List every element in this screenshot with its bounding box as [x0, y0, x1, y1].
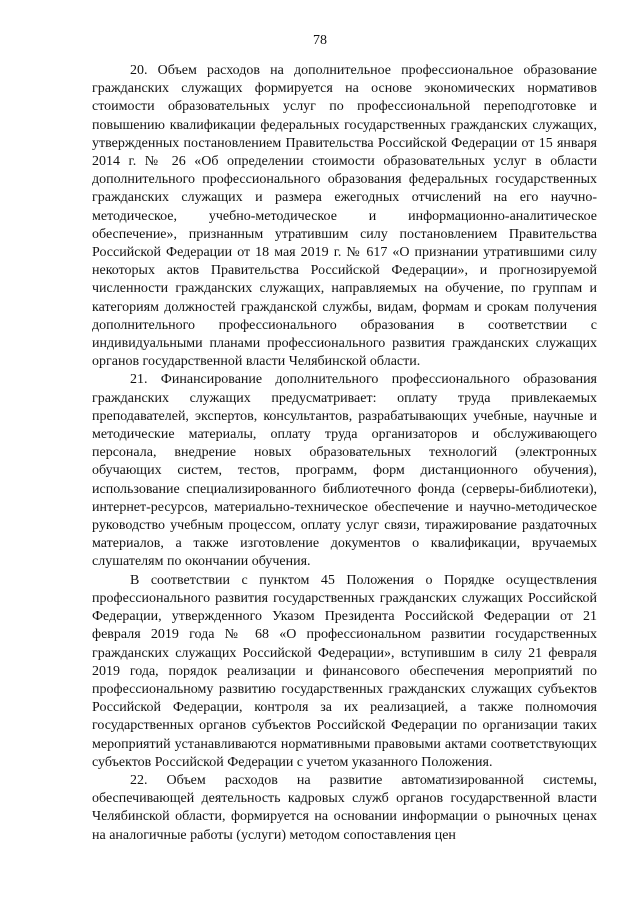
paragraph-22: 22. Объем расходов на развитие автоматизированной системы, обеспечивающей деятельность кадровых служб органов государственной власти Челябинской области, формируется на основании информации о рыночных ценах на аналогичные работы (услуги) методом сопоставления цен	[92, 772, 597, 843]
paragraph-21: 21. Финансирование дополнительного профессионального образования гражданских служащих предусматривает: оплату труда привлекаемых преподавателей, экспертов, консультантов, разрабатывающих учебные, научные и методические материалы, оплату труда организаторов и обслуживающего персонала, внедрение новых образовательных технологий (электронных обучающих систем, тестов, программ, форм дистанционного обучения), использование специализированного библиотечного фонда (серверы-библиотеки), интернет-ресурсов, материально-техническое обеспечение и научно-методическое руководство учебным процессом, оплату услуг связи, тиражирование раздаточных материалов, а также изготовление документов о квалификации, вручаемых слушателям по окончании обучения.	[92, 372, 597, 570]
page-number: 78	[313, 33, 327, 48]
paragraph-20: 20. Объем расходов на дополнительное профессиональное образование гражданских служащих формируется на основе экономических нормативов стоимости образовательных услуг по профессиональной переподготовке и повышению квалификации федеральных государственных гражданских служащих, утвержденных постановлением Правительства Российской Федерации от 15 января 2014 г. № 26 «Об определении стоимости образовательных услуг в области дополнительного профессионального образования федеральных государственных гражданских служащих и размера ежегодных отчислений на его научно-методическое, учебно-методическое и информационно-аналитическое обеспечение», признанным утратившим силу постановлением Правительства Российской Федерации от 18 мая 2019 г. № 617 «О признании утратившими силу некоторых актов Правительства Российской Федерации», и прогнозируемой численности гражданских служащих, направляемых на обучение, по группам и категориям должностей гражданской службы, видам, формам и срокам получения дополнительного профессионального образования в соответствии с индивидуальными планами профессионального развития гражданских служащих органов государственной власти Челябинской области.	[92, 63, 597, 370]
paragraph-reference: В соответствии с пунктом 45 Положения о Порядке осуществления профессионального развития государственных гражданских служащих Российской Федерации, утвержденного Указом Президента Российской Федерации от 21 февраля 2019 года № 68 «О профессиональном развитии государственных гражданских служащих Российской Федерации», вступившим в силу 21 февраля 2019 года, порядок реализации и финансового обеспечения мероприятий по профессиональному развитию государственных гражданских служащих субъектов Российской Федерации, контроля за их реализацией, а также полномочия государственных органов субъектов Российской Федерации по организации таких мероприятий устанавливаются нормативными правовыми актами соответствующих субъектов Российской Федерации с учетом указанного Положения.	[92, 572, 597, 770]
document-body	[92, 62, 597, 845]
